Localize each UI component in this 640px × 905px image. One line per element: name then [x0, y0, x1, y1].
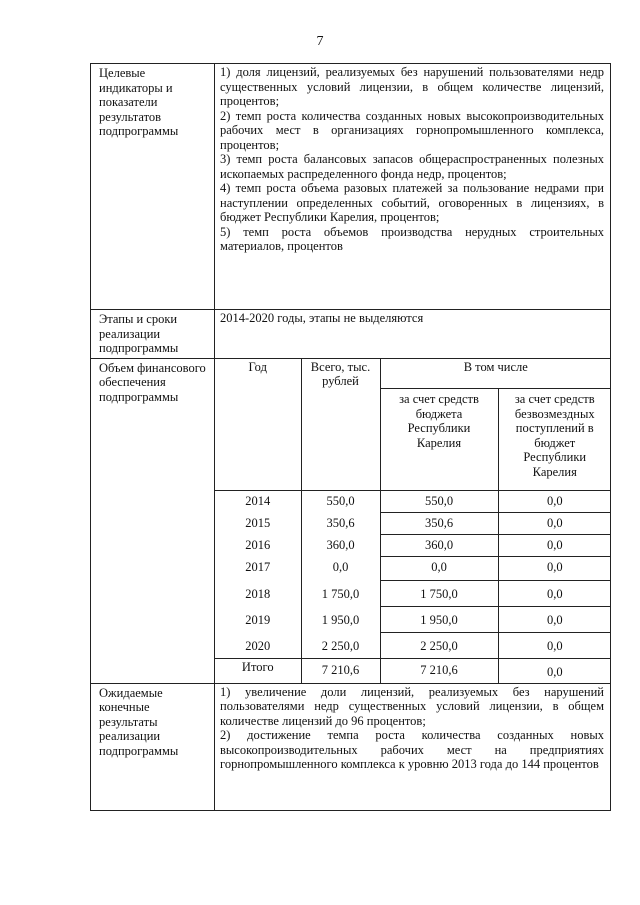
results-row — [91, 683, 611, 810]
total-cell: 1 950,0 — [301, 607, 380, 633]
total-header: Всего, тыс. рублей — [301, 359, 380, 491]
year-cell: 2016 — [215, 535, 301, 557]
total-cell: 360,0 — [301, 535, 380, 557]
stages-content: 2014-2020 годы, этапы не выделяются — [215, 310, 611, 359]
budget-header: за счет средств бюджета Республики Карелия — [380, 389, 498, 491]
stages-label: Этапы и сроки реализации подпрограммы — [91, 310, 215, 359]
indicators-content — [215, 64, 611, 310]
stages-row — [91, 310, 611, 359]
grants-cell: 0,0 — [498, 607, 611, 633]
financing-row — [91, 358, 611, 683]
grants-cell: 0,0 — [498, 581, 611, 607]
year-cell: 2014 — [215, 491, 301, 513]
financing-label: Объем финансового обеспечения подпрограммы — [91, 358, 215, 683]
total-year-cell: Итого — [215, 659, 301, 683]
indicator-item: 3) темп роста балансовых запасов общераспространенных полезных ископаемых распределенного фонда недр, процентов; — [220, 152, 604, 181]
indicator-item: 4) темп роста объема разовых платежей за пользование недрами при наступлении определенных событий, оговоренных в лицензиях, в бюджет Республики Карелия, процентов; — [220, 181, 604, 224]
subprogram-passport-table — [90, 63, 611, 811]
year-cell: 2015 — [215, 513, 301, 535]
budget-cell: 0,0 — [380, 557, 498, 581]
indicator-item: 1) доля лицензий, реализуемых без нарушений пользователями недр существенных условий лицензии, в общем количестве лицензий, процентов; — [220, 65, 604, 108]
year-cell: 2017 — [215, 557, 301, 581]
grants-cell: 0,0 — [498, 491, 611, 513]
total-cell: 7 210,6 — [301, 659, 380, 683]
financing-content — [215, 358, 611, 683]
budget-cell: 550,0 — [380, 491, 498, 513]
financing-row-item — [215, 633, 611, 659]
financing-total-row — [215, 659, 611, 683]
page-number: 7 — [316, 34, 324, 49]
grants-cell: 0,0 — [498, 659, 611, 683]
budget-cell: 360,0 — [380, 535, 498, 557]
result-item: 1) увеличение доли лицензий, реализуемых без нарушений пользователями недр существенных условий лицензии, в общем количестве лицензий до 96 процентов; — [220, 684, 604, 728]
financing-row-item — [215, 491, 611, 513]
financing-row-item — [215, 607, 611, 633]
year-cell: 2020 — [215, 633, 301, 659]
indicator-item: 2) темп роста количества созданных новых высокопроизводительных рабочих мест в организациях горнопромышленного комплекса, процентов; — [220, 108, 604, 152]
budget-cell: 350,6 — [380, 513, 498, 535]
indicator-item: 5) темп роста объемов производства нерудных строительных материалов, процентов — [220, 224, 604, 253]
results-content — [215, 683, 611, 810]
financing-row-item — [215, 535, 611, 557]
indicators-label: Целевые индикаторы и показатели результатов подпрограммы — [91, 64, 215, 310]
grants-cell: 0,0 — [498, 535, 611, 557]
indicators-row — [91, 64, 611, 310]
total-cell: 350,6 — [301, 513, 380, 535]
including-header: В том числе — [380, 359, 611, 389]
financing-row-item — [215, 581, 611, 607]
grants-header: за счет средств безвозмездных поступлений в бюджет Республики Карелия — [498, 389, 611, 491]
budget-cell: 2 250,0 — [380, 633, 498, 659]
budget-cell: 1 750,0 — [380, 581, 498, 607]
total-cell: 550,0 — [301, 491, 380, 513]
financing-row-item — [215, 513, 611, 535]
grants-cell: 0,0 — [498, 513, 611, 535]
grants-cell: 0,0 — [498, 557, 611, 581]
total-cell: 2 250,0 — [301, 633, 380, 659]
result-item: 2) достижение темпа роста количества созданных новых высокопроизводительных рабочих мест на предприятиях горнопромышленного комплекса к уровню 2013 года до 144 процентов — [220, 728, 604, 771]
budget-cell: 7 210,6 — [380, 659, 498, 683]
total-cell: 0,0 — [301, 557, 380, 581]
year-cell: 2019 — [215, 607, 301, 633]
year-header: Год — [215, 359, 301, 491]
budget-cell: 1 950,0 — [380, 607, 498, 633]
total-cell: 1 750,0 — [301, 581, 380, 607]
year-cell: 2018 — [215, 581, 301, 607]
financing-row-item — [215, 557, 611, 581]
results-label: Ожидаемые конечные результаты реализации подпрограммы — [91, 683, 215, 810]
grants-cell: 0,0 — [498, 633, 611, 659]
financing-table — [215, 359, 611, 683]
